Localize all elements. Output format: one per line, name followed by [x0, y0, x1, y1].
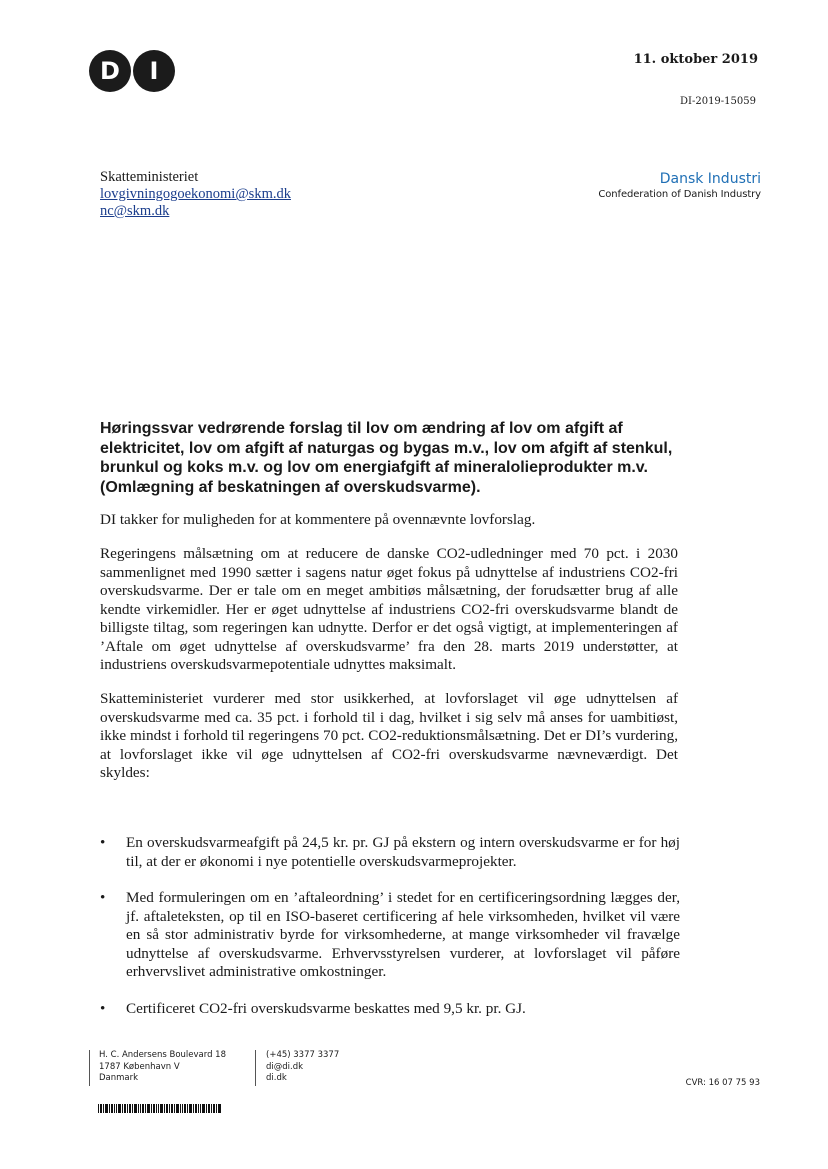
bullet-text: Med formuleringen om en ’aftaleordning’ i stedet for en certificeringsordning lægges der, jf. aftaleteksten, op til en ISO-baseret certificering af hele virksomheden, hvilket vil være en så stor administrativ byrde for virksomhederne, at mange virksomheder vil fravælge udnyttelse af overskudsvarme. Erhvervsstyrelsen vurderer, at lovforslaget vil påføre erhvervslivet administrative omkostninger. — [126, 889, 680, 980]
bullet-text: Certificeret CO2-fri overskudsvarme beskattes med 9,5 kr. pr. GJ. — [126, 999, 526, 1017]
sender-block — [598, 171, 761, 202]
bullet-text: En overskudsvarmeafgift på 24,5 kr. pr. GJ på ekstern og intern overskudsvarme er for høj til, at der er økonomi i nye potentielle overskudsvarmeprojekter. — [126, 834, 680, 870]
recipient-name: Skatteministeriet — [100, 169, 199, 185]
paragraph-intro: DI takker for muligheden for at kommentere på ovennævnte lovforslag. — [100, 511, 536, 528]
footer-website: di.dk — [266, 1073, 287, 1083]
letter-date: 11. oktober 2019 — [633, 52, 758, 67]
sender-subtitle: Confederation of Danish Industry — [598, 189, 761, 200]
bullet-dot-icon: • — [100, 889, 106, 906]
footer-email: di@di.dk — [266, 1061, 304, 1072]
recipient-email-link-1[interactable]: lovgivningogoekonomi@skm.dk — [100, 186, 291, 202]
footer-divider — [89, 1050, 90, 1086]
footer-cvr: CVR: 16 07 75 93 — [685, 1078, 760, 1088]
footer-address-line: Danmark — [99, 1073, 139, 1083]
footer-address — [99, 1050, 226, 1085]
bullet-dot-icon: • — [100, 834, 106, 851]
list-item — [100, 834, 680, 871]
footer-contact — [266, 1050, 339, 1085]
bullet-list — [100, 834, 680, 1036]
logo-letter-d: D — [89, 50, 131, 92]
recipient-block — [100, 169, 291, 220]
di-logo — [89, 50, 175, 92]
paragraph-goal: Regeringens målsætning om at reducere de danske CO2-udledninger med 70 pct. i 2030 sammenlignet med 1990 sætter i sagens natur øget fokus på udnyttelse af industriens CO2-fri overskudsvarme. Der er tale om en meget ambitiøs målsætning, der forudsætter brug af alle kendte virkemidler. Her er øget udnyttelse af industriens CO2-fri overskudsvarme blandt de billigste tiltag, som regeringen kan udnytte. Derfor er det også vigtigt, at implementeringen af ’Aftale om øget udnyttelse af overskudsvarme’ fra den 28. marts 2019 understøtter, at industriens overskudsvarmepotentiale udnyttes maksimalt. — [100, 545, 678, 673]
recipient-email-link-2[interactable]: nc@skm.dk — [100, 203, 170, 219]
list-item — [100, 889, 680, 982]
letter-heading: Høringssvar vedrørende forslag til lov om ændring af lov om afgift af elektricitet, lov om afgift af naturgas og bygas m.v., lov om afgift af stenkul, brunkul og koks m.v. og lov om energiafgift af mineralolieprodukter m.v. (Omlægning af beskatningen af overskudsvarme). — [100, 420, 673, 496]
paragraph-assessment: Skatteministeriet vurderer med stor usikkerhed, at lovforslaget vil øge udnyttelsen af overskudsvarme med ca. 35 pct. i forhold til i dag, hvilket i sig selv må anses for uambitiøst, ikke mindst i forhold til regeringens 70 pct. CO2-reduktionsmålsætning. Det er DI’s vurdering, at lovforslaget ikke vil øge udnyttelsen af CO2-fri overskudsvarme nævneværdigt. Det skyldes: — [100, 690, 678, 781]
logo-letter-i: I — [133, 50, 175, 92]
footer-address-line: H. C. Andersens Boulevard 18 — [99, 1050, 226, 1060]
barcode-image — [98, 1104, 222, 1113]
list-item — [100, 1000, 680, 1019]
footer-address-line: 1787 København V — [99, 1061, 180, 1072]
sender-name: Dansk Industri — [659, 171, 761, 187]
reference-number: DI-2019-15059 — [680, 96, 756, 107]
bullet-dot-icon: • — [100, 999, 106, 1017]
footer-divider — [255, 1050, 256, 1086]
footer-phone: (+45) 3377 3377 — [266, 1050, 340, 1060]
